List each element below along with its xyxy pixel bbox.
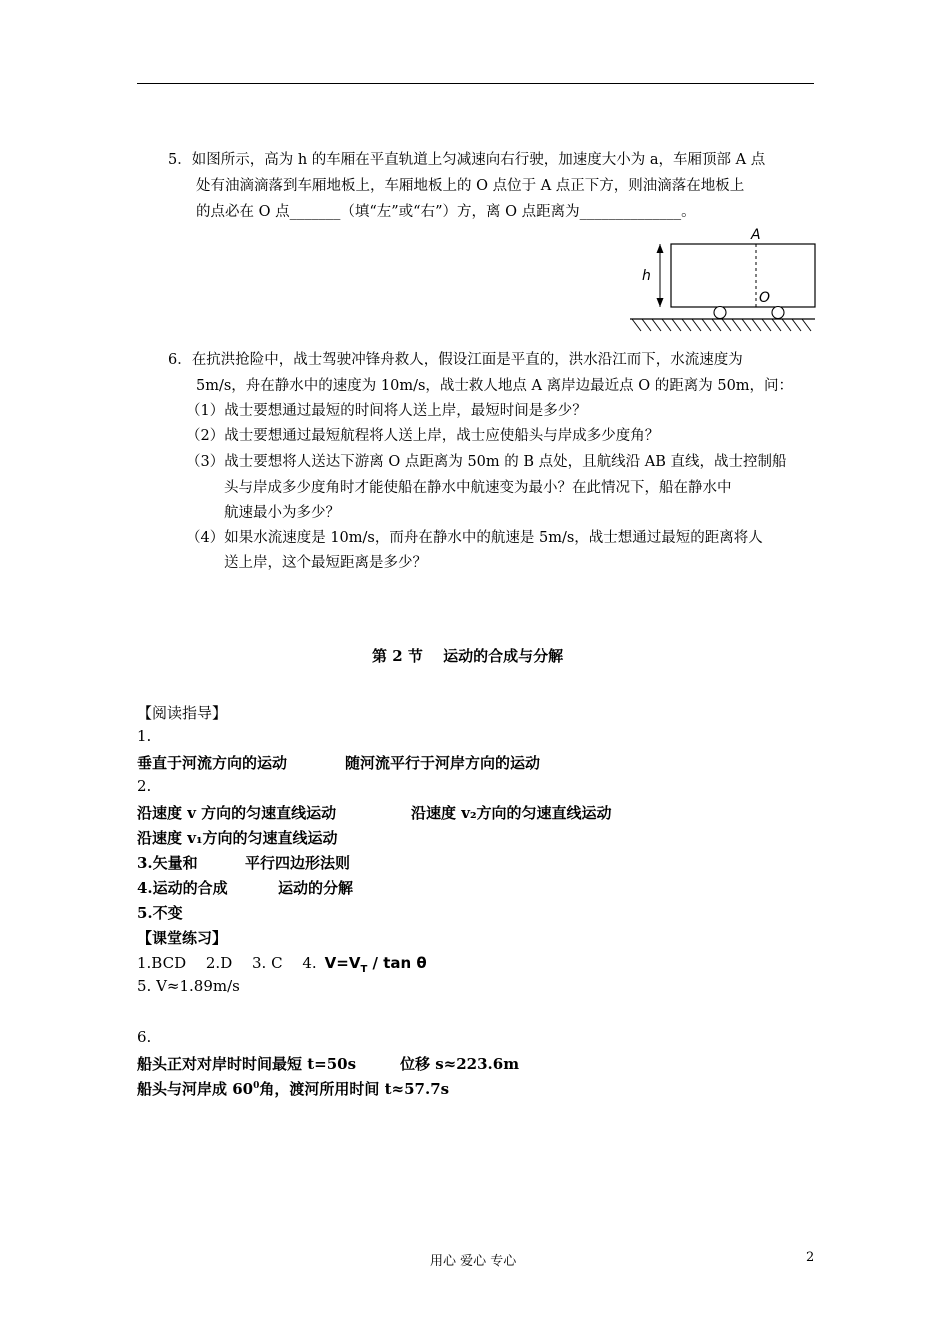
reading-answer-2-right: 沿速度 v₂方向的匀速直线运动 — [411, 804, 612, 822]
practice-line-1 — [137, 952, 427, 975]
reading-number-1: 1. — [137, 727, 152, 745]
reading-answer-3-left: 3.矢量和 — [137, 854, 198, 872]
practice-heading: 【课堂练习】 — [137, 929, 228, 947]
degree-superscript: 0 — [253, 1081, 260, 1091]
q5-line-1: 5．如图所示，高为 h 的车厢在平直轨道上匀减速向右行驶，加速度大小为 a，车厢顶部 A 点 — [168, 152, 766, 168]
practice-line-2: 5. V≈1.89m/s — [137, 977, 240, 995]
formula-tan: / tan θ — [367, 954, 427, 972]
practice-answers-1-4: 1.BCD 2.D 3. C 4. — [137, 954, 317, 972]
reading-answer-4-right: 运动的分解 — [278, 879, 354, 897]
label-o: O — [759, 290, 771, 306]
reading-answer-2-third: 沿速度 v₁方向的匀速直线运动 — [137, 829, 338, 847]
wheel-right — [772, 307, 784, 319]
q6-intro-1: 6．在抗洪抢险中，战士驾驶冲锋舟救人，假设江面是平直的，洪水沿江而下，水流速度为 — [168, 352, 743, 368]
reading-answer-3-right: 平行四边形法则 — [245, 854, 351, 872]
q5-line-2: 处有油滴滴落到车厢地板上，车厢地板上的 O 点位于 A 点正下方，则油滴落在地板上 — [196, 178, 745, 194]
q6-intro-2: 5m/s，舟在静水中的速度为 10m/s，战士救人地点 A 离岸边最近点 O 的距离为 50m，问： — [196, 378, 794, 394]
formula-v: V=V — [324, 954, 361, 972]
wheel-left — [714, 307, 726, 319]
reading-answer-4-left: 4.运动的合成 — [137, 879, 228, 897]
train-car-figure — [620, 222, 820, 334]
reading-answer-1-right: 随河流平行于河岸方向的运动 — [345, 754, 541, 772]
practice-number-6: 6. — [137, 1028, 152, 1046]
footer-slogan: 用心 爱心 专心 — [430, 1254, 517, 1269]
q6-part-3-line-2: 头与岸成多少度角时才能使船在静水中航速变为最小？在此情况下，船在静水中 — [224, 480, 732, 496]
formula-subscript: T — [360, 964, 368, 975]
q6-part-4-line-2: 送上岸，这个最短距离是多少？ — [224, 555, 427, 571]
reading-number-2: 2. — [137, 777, 152, 795]
practice-answer-6-2 — [137, 1078, 449, 1099]
label-a: A — [751, 227, 761, 243]
q6-part-4-line-1: （4）如果水流速度是 10m/s，而舟在静水中的航速是 5m/s，战士想通过最短的距离将人 — [186, 530, 763, 546]
reading-answer-2-left: 沿速度 v 方向的匀速直线运动 — [137, 804, 337, 822]
page-number: 2 — [806, 1250, 815, 1265]
answer-6-2-part-b: 角，渡河所用时间 t≈57.7s — [259, 1080, 450, 1098]
label-h: h — [642, 268, 651, 284]
practice-answer-6-1-right: 位移 s≈223.6m — [400, 1055, 520, 1073]
q6-part-3-line-3: 航速最小为多少？ — [224, 505, 340, 521]
reading-answer-1-left: 垂直于河流方向的运动 — [137, 754, 288, 772]
q6-part-3-line-1: （3）战士要想将人送达下游离 O 点距离为 50m 的 B 点处，且航线沿 AB 直线，战士控制船 — [186, 454, 787, 470]
q6-part-1: （1）战士要想通过最短的时间将人送上岸，最短时间是多少？ — [186, 403, 587, 419]
answer-6-2-part-a: 船头与河岸成 60 — [137, 1080, 254, 1098]
reading-heading: 【阅读指导】 — [137, 704, 228, 722]
q6-part-2: （2）战士要想通过最短航程将人送上岸，战士应使船头与岸成多少度角？ — [186, 428, 660, 444]
section-title: 第 2 节 运动的合成与分解 — [372, 647, 564, 665]
practice-answer-6-1-left: 船头正对对岸时时间最短 t=50s — [137, 1055, 357, 1073]
car-body — [671, 244, 815, 307]
header-rule — [137, 83, 814, 84]
reading-answer-5: 5.不变 — [137, 904, 183, 922]
q5-line-3: 的点必在 O 点_______（填“左”或“右”）方，离 O 点距离为______________。 — [196, 204, 696, 220]
ground-hatch — [632, 319, 811, 331]
